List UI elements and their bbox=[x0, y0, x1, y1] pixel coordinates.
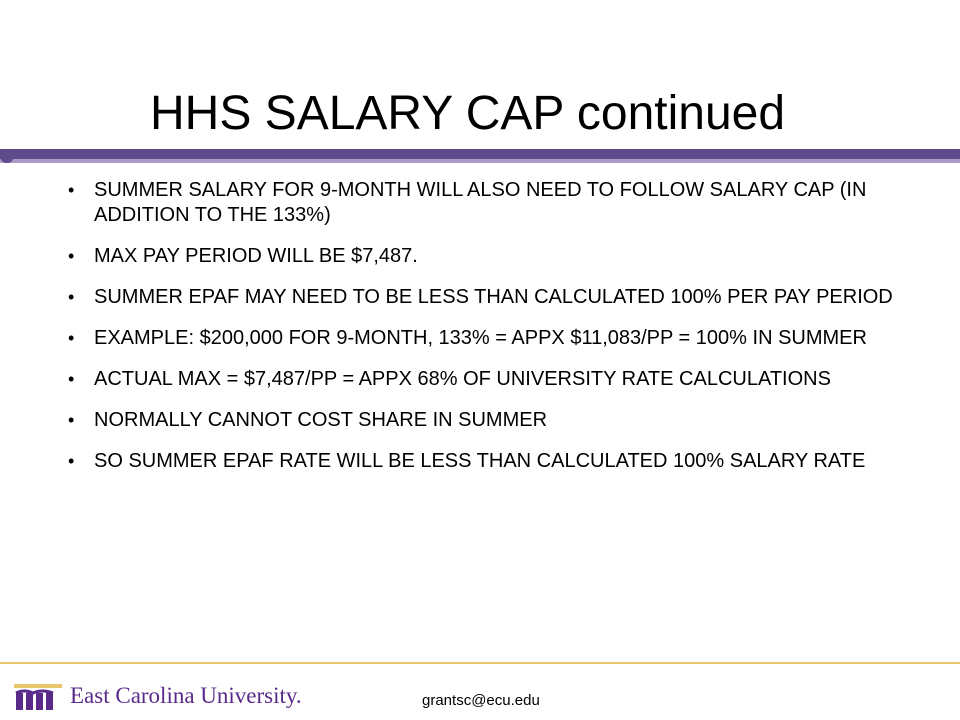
bullet-icon: • bbox=[68, 180, 75, 200]
university-logo bbox=[14, 678, 302, 714]
bullet-icon: • bbox=[68, 328, 75, 348]
title-divider-cap bbox=[0, 149, 14, 163]
bullet-text: SUMMER SALARY FOR 9-MONTH WILL ALSO NEED TO FOLLOW SALARY CAP (IN ADDITION TO THE 133%) bbox=[94, 179, 867, 226]
bullet-icon: • bbox=[68, 451, 75, 471]
footer-email: grantsc@ecu.edu bbox=[422, 692, 540, 709]
bullet-item bbox=[60, 178, 900, 228]
slide-title: HHS SALARY CAP continued bbox=[150, 87, 786, 140]
bullet-item bbox=[60, 285, 900, 310]
bullet-text: NORMALLY CANNOT COST SHARE IN SUMMER bbox=[94, 409, 548, 431]
ecu-logo-icon bbox=[14, 681, 62, 711]
bullet-icon: • bbox=[68, 287, 75, 307]
bullet-item bbox=[60, 408, 900, 433]
footer-divider bbox=[0, 662, 960, 664]
bullet-text: SO SUMMER EPAF RATE WILL BE LESS THAN CALCULATED 100% SALARY RATE bbox=[94, 450, 866, 472]
bullet-icon: • bbox=[68, 410, 75, 430]
bullet-text: MAX PAY PERIOD WILL BE $7,487. bbox=[94, 245, 418, 267]
bullet-item bbox=[60, 449, 900, 474]
title-divider-shadow bbox=[0, 159, 960, 163]
bullet-item bbox=[60, 326, 900, 351]
bullet-list bbox=[60, 178, 900, 490]
bullet-icon: • bbox=[68, 369, 75, 389]
title-divider bbox=[0, 149, 960, 159]
logo-wordmark: East Carolina University. bbox=[70, 683, 302, 708]
bullet-item bbox=[60, 367, 900, 392]
bullet-text: ACTUAL MAX = $7,487/PP = APPX 68% OF UNIVERSITY RATE CALCULATIONS bbox=[94, 368, 831, 390]
bullet-text: SUMMER EPAF MAY NEED TO BE LESS THAN CALCULATED 100% PER PAY PERIOD bbox=[94, 286, 893, 308]
bullet-item bbox=[60, 244, 900, 269]
bullet-text: EXAMPLE: $200,000 FOR 9-MONTH, 133% = APPX $11,083/PP = 100% IN SUMMER bbox=[94, 327, 867, 349]
bullet-icon: • bbox=[68, 246, 75, 266]
